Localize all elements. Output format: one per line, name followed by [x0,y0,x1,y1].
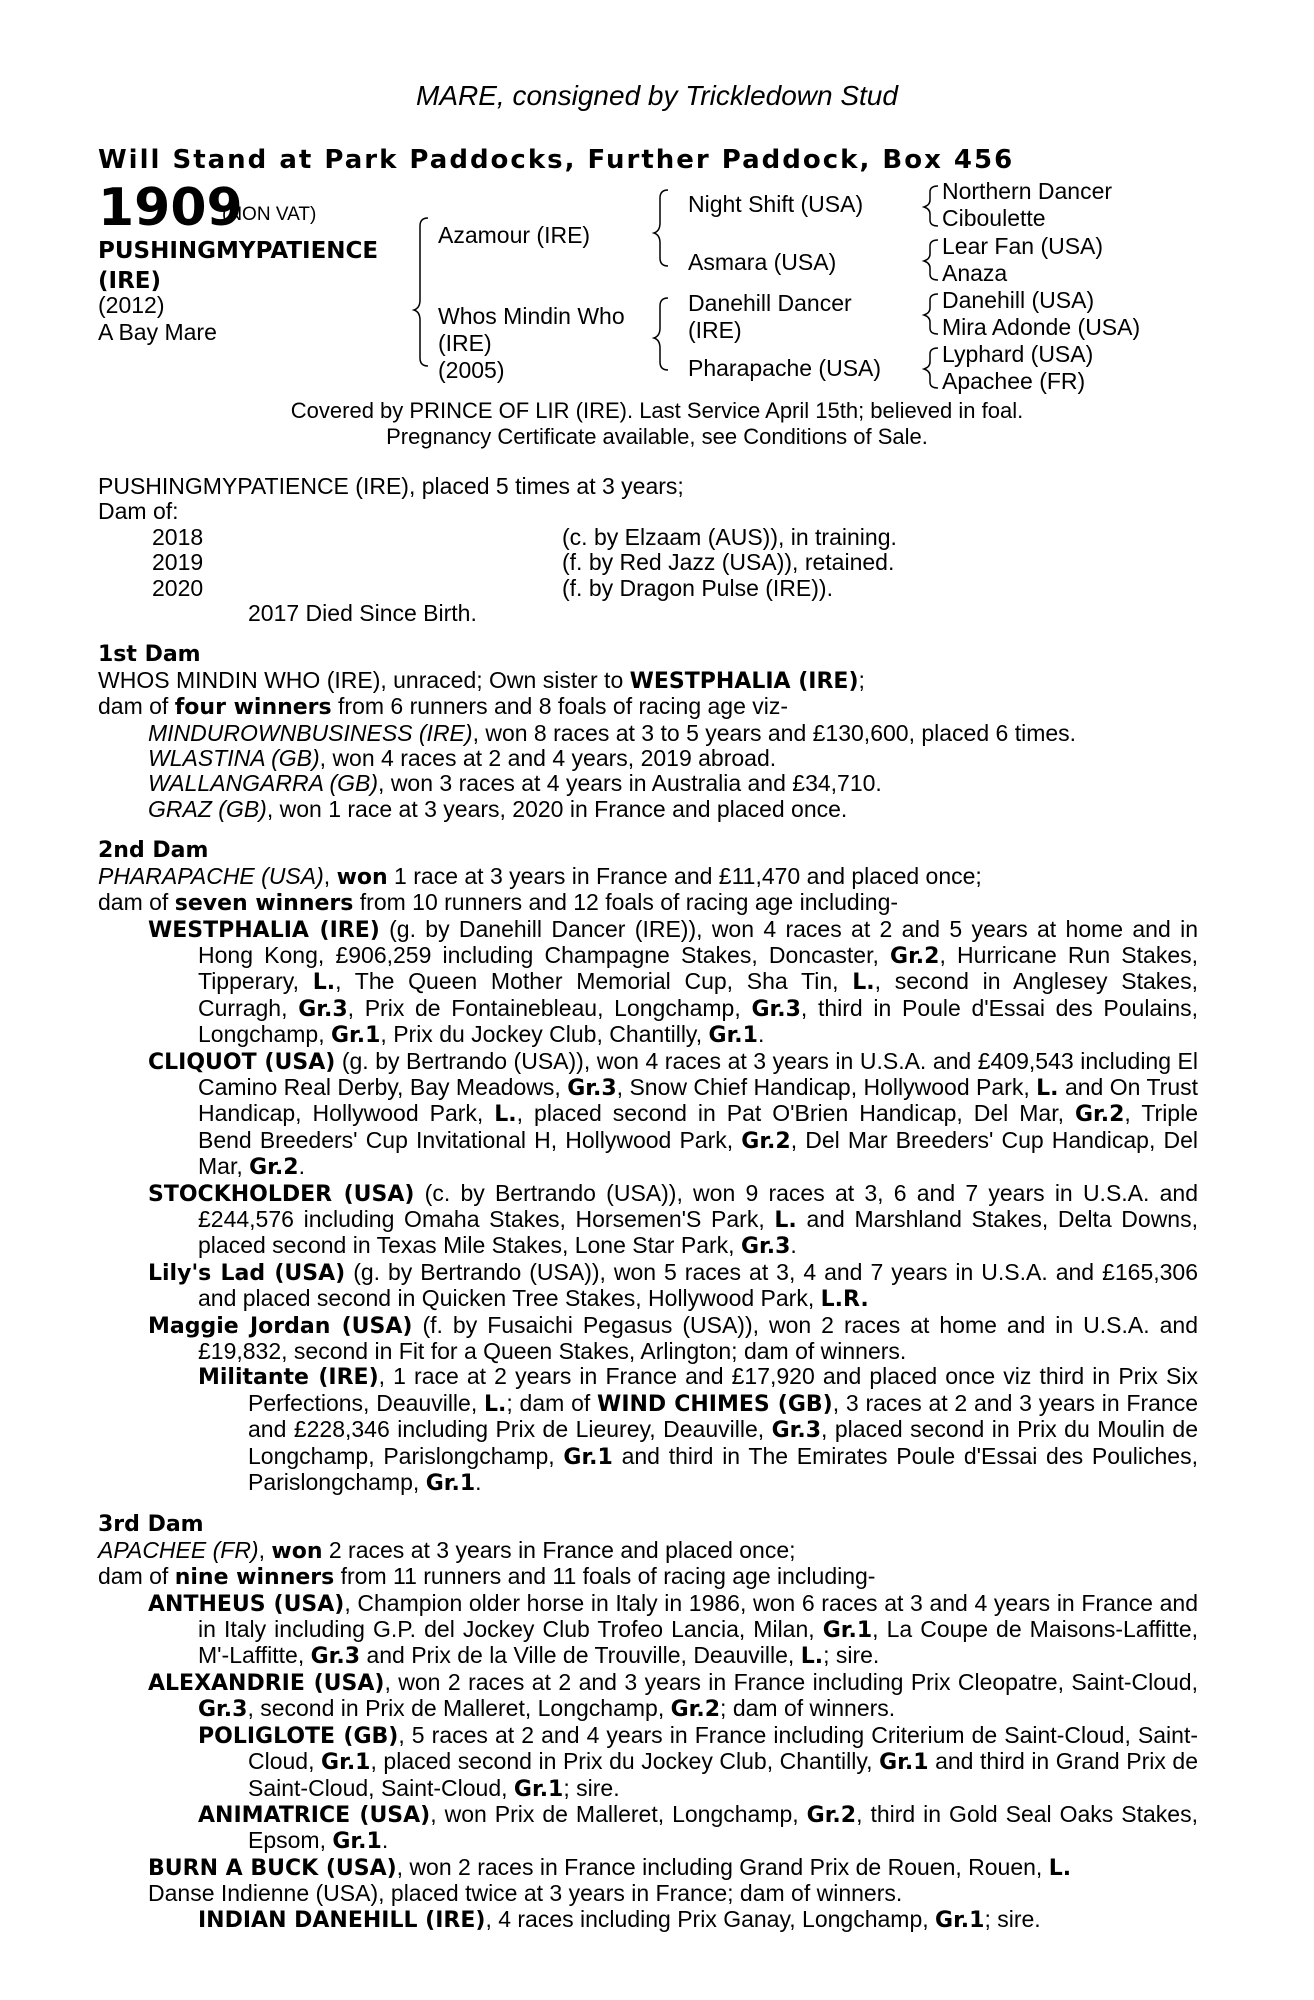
pedigree-brackets [0,0,1314,420]
pedigree-sire-sire: Night Shift (USA) [688,191,864,217]
lot-number: 1909 [98,178,243,238]
pedigree-sds: Lear Fan (USA) [942,233,1104,259]
second-dam-line1: PHARAPACHE (USA), won 1 race at 3 years in France and £11,470 and placed once; [98,862,982,890]
covered-line1: Covered by PRINCE OF LIR (IRE). Last Service April 15th; believed in foal. [290,398,1024,423]
horse-description: A Bay Mare [98,319,217,345]
pedigree-dss: Danehill (USA) [942,287,1095,313]
first-dam-line2: dam of four winners from 6 runners and 8 foals of racing age viz- [98,693,789,721]
first-dam-winner: WLASTINA (GB), won 4 races at 2 and 4 years, 2019 abroad. [148,745,777,772]
pedigree-dsd: Mira Adonde (USA) [942,314,1141,340]
pedigree-dam-sire-line2: (IRE) [688,317,742,343]
bracket-dam [654,298,668,370]
first-dam-winner: MINDUROWNBUSINESS (IRE), won 8 races at 3 to 5 years and £130,600, placed 6 times. [148,719,1077,746]
pedigree-dam-line3: (2005) [438,357,505,383]
pedigree-sire-dam: Asmara (USA) [688,249,837,275]
pedigree-ssd: Ciboulette [942,205,1046,231]
produce-row [98,576,1198,601]
page-title: MARE, consigned by Trickledown Stud [416,80,898,111]
produce-burn-a-buck: BURN A BUCK (USA), won 2 races in France including Grand Prix de Rouen, Rouen, L. [148,1853,1072,1881]
produce-died: 2017 Died Since Birth. [248,600,477,627]
horse-name-line1: PUSHINGMYPATIENCE [98,238,379,264]
produce-cliquot: CLIQUOT (USA) (g. by Bertrando (USA)), won 4 races at 3 years in U.S.A. and £409,543 including El Camino Real Derby, Bay Meadows, Gr.3, Snow Chief Handicap, Hollywood Park, L. and On Trust Handicap, Hollywood Park, L., placed second in Pat O'Brien Handicap, Del Mar, Gr.2, Triple Bend Breeders' Cup Invitational H, Hollywood Park, Gr.2, Del Mar Breeders' Cup Handicap, Del Mar, Gr.2. [148,1047,1199,1181]
bracket-sd [924,240,938,280]
third-dam-line1: APACHEE (FR), won 2 races at 3 years in France and placed once; [98,1536,796,1564]
produce-antheus: ANTHEUS (USA), Champion older horse in Italy in 1986, won 6 races at 3 and 4 years in France and in Italy including G.P. del Jockey Club Trofeo Lancia, Milan, Gr.1, La Coupe de Maisons-Laffitte, M'-Laffitte, Gr.3 and Prix de la Ville de Trouville, Deauville, L.; sire. [148,1589,1199,1670]
pedigree-dam-line1: Whos Mindin Who [438,303,625,329]
produce-maggie-jordan: Maggie Jordan (USA) (f. by Fusaichi Pegasus (USA)), won 2 races at home and in U.S.A. and £19,832, second in Fit for a Queen Stakes, Arlington; dam of winners. [148,1311,1199,1364]
produce-text: (c. by Elzaam (AUS)), in training. [562,523,897,550]
second-dam-heading: 2nd Dam [98,838,209,864]
covered-note [0,398,1314,450]
first-dam-winner: GRAZ (GB), won 1 race at 3 years, 2020 in France and placed once. [148,795,848,822]
bracket-sire [654,190,668,266]
horse-name-line2: (IRE) [98,268,162,294]
produce-year: 2020 [152,574,204,601]
covered-line2: Pregnancy Certificate available, see Conditions of Sale. [386,424,928,449]
bracket-sire-dam [414,218,428,366]
produce-intro: PUSHINGMYPATIENCE (IRE), placed 5 times at 3 years; [98,473,684,499]
produce-year: 2018 [152,523,204,550]
third-dam-heading: 3rd Dam [98,1512,204,1538]
third-dam-line2: dam of nine winners from 11 runners and 11 foals of racing age including- [98,1563,876,1591]
produce-stockholder: STOCKHOLDER (USA) (c. by Bertrando (USA)), won 9 races at 3, 6 and 7 years in U.S.A. and £244,576 including Omaha Stakes, Horsemen'S Park, L. and Marshland Stakes, Delta Downs, placed second in Texas Mile Stakes, Lone Star Park, Gr.3. [148,1179,1198,1260]
pedigree-dam [438,303,625,384]
produce-row [98,550,1198,575]
produce-year: 2019 [152,549,204,576]
produce-danse-indienne: Danse Indienne (USA), placed twice at 3 years in France; dam of winners. [148,1880,903,1907]
pedigree-dam-dam: Pharapache (USA) [688,355,882,381]
produce-text: (f. by Dragon Pulse (IRE)). [562,574,833,601]
second-dam-line2: dam of seven winners from 10 runners and 12 foals of racing age including- [98,889,899,917]
bracket-ss [924,186,938,226]
pedigree-ddd: Apachee (FR) [942,368,1086,394]
vat-status: (NON VAT) [222,204,317,225]
produce-text: (f. by Red Jazz (USA)), retained. [562,549,895,576]
first-dam-winner: WALLANGARRA (GB), won 3 races at 4 years in Australia and £34,710. [148,770,882,797]
horse-year: (2012) [98,292,165,318]
bracket-dd [924,348,938,388]
produce-lilys-lad: Lily's Lad (USA) (g. by Bertrando (USA)), won 5 races at 3, 4 and 7 years in U.S.A. and £165,306 and placed second in Quicken Tree Stakes, Hollywood Park, L.R. [148,1258,1199,1313]
produce-poliglote: POLIGLOTE (GB), 5 races at 2 and 4 years in France including Criterium de Saint-Cloud, Saint-Cloud, Gr.1, placed second in Prix du Jockey Club, Chantilly, Gr.1 and third in Grand Prix de Saint-Cloud, Saint-Cloud, Gr.1; sire. [198,1721,1199,1802]
first-dam-heading: 1st Dam [98,642,201,668]
dam-of-label: Dam of: [98,498,179,525]
pedigree-dds: Lyphard (USA) [942,341,1094,367]
pedigree-dam-line2: (IRE) [438,330,492,356]
produce-animatrice: ANIMATRICE (USA), won Prix de Malleret, Longchamp, Gr.2, third in Gold Seal Oaks Stakes, Epsom, Gr.1. [198,1800,1198,1855]
first-dam-line1: WHOS MINDIN WHO (IRE), unraced; Own sister to WESTPHALIA (IRE); [98,666,865,694]
produce-militante: Militante (IRE), 1 race at 2 years in France and £17,920 and placed once viz third in Prix Six Perfections, Deauville, L.; dam of WIND CHIMES (GB), 3 races at 2 and 3 years in France and £228,346 including Prix de Lieurey, Deauville, Gr.3, placed second in Prix du Moulin de Longchamp, Parislongchamp, Gr.1 and third in The Emirates Poule d'Essai des Pouliches, Parislongchamp, Gr.1. [198,1363,1198,1497]
pedigree-sire: Azamour (IRE) [438,222,591,248]
pedigree-sdd: Anaza [942,260,1008,286]
produce-alexandrie: ALEXANDRIE (USA), won 2 races at 2 and 3 years in France including Prix Cleopatre, Saint-Cloud, Gr.3, second in Prix de Malleret, Longchamp, Gr.2; dam of winners. [148,1668,1198,1723]
pedigree-dam-sire [688,290,852,344]
bracket-ds [924,294,938,334]
pedigree-sss: Northern Dancer [942,178,1113,204]
stand-location: Will Stand at Park Paddocks, Further Paddock, Box 456 [98,145,1015,175]
catalogue-body [98,474,1198,1933]
produce-row [98,525,1198,550]
pedigree-dam-sire-line1: Danehill Dancer [688,290,852,316]
produce-indian-danehill: INDIAN DANEHILL (IRE), 4 races including Prix Ganay, Longchamp, Gr.1; sire. [198,1905,1041,1933]
produce-westphalia: WESTPHALIA (IRE) (g. by Danehill Dancer (IRE)), won 4 races at 2 and 5 years at home and in Hong Kong, £906,259 including Champagne Stakes, Doncaster, Gr.2, Hurricane Run Stakes, Tipperary, L., The Queen Mother Memorial Cup, Sha Tin, L., second in Anglesey Stakes, Curragh, Gr.3, Prix de Fontainebleau, Longchamp, Gr.3, third in Poule d'Essai des Poulains, Longchamp, Gr.1, Prix du Jockey Club, Chantilly, Gr.1. [148,915,1199,1049]
